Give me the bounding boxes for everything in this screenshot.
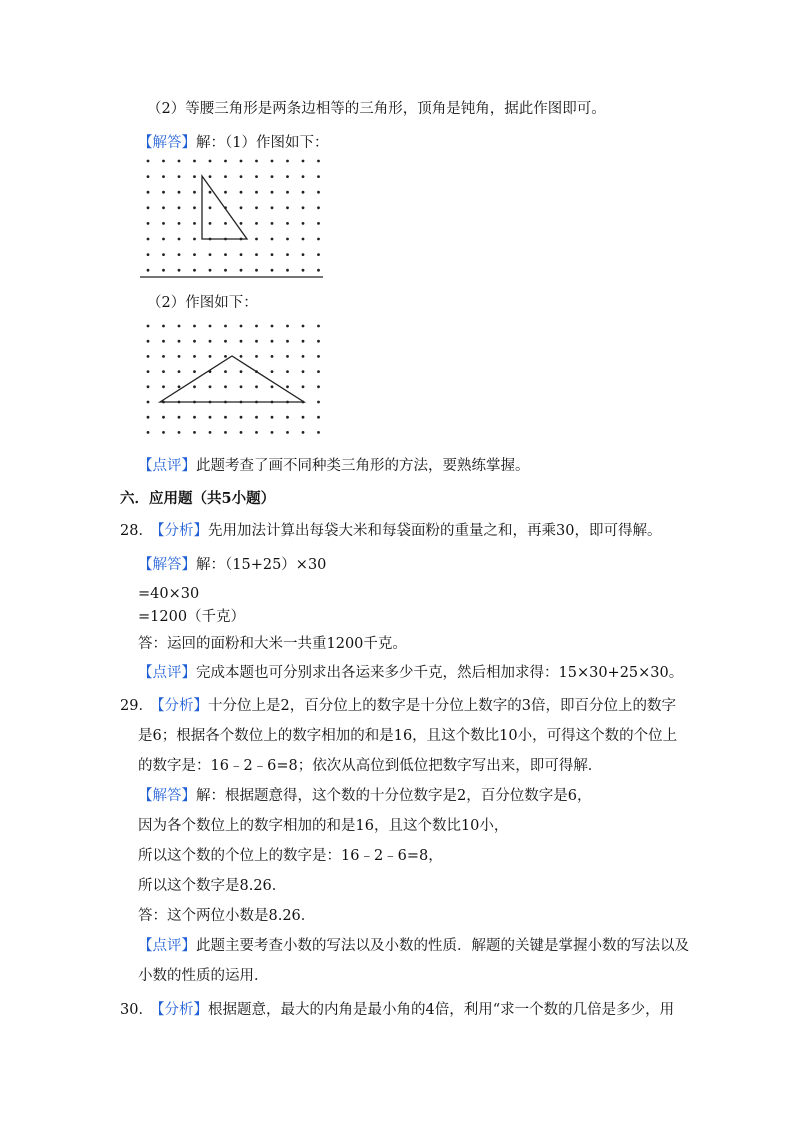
grid-dot [255,222,258,225]
answer-tag: 【解答】 [138,557,196,573]
grid-dot [178,325,181,328]
grid-dot [209,370,212,373]
grid-dot [209,355,212,358]
grid-dot [255,401,258,404]
grid-dot [255,431,258,434]
grid-dot [147,340,150,343]
grid-dot [317,385,320,388]
comment-27-text: 此题考查了画不同种类三角形的方法，要熟练掌握。 [196,458,530,474]
grid-dot [271,191,274,194]
q30-number: 30． [120,1002,153,1018]
grid-dot [271,206,274,209]
grid-dot [178,385,181,388]
grid-dot [240,238,243,241]
q29-answer-1-text: 解：根据题意得，这个数的十分位数字是2，百分位数字是6， [196,788,592,804]
analysis-tag: 【分析】 [150,523,208,539]
grid-dot [240,253,243,256]
grid-dot [209,238,212,241]
comment-tag: 【点评】 [138,665,196,681]
grid-dot [286,253,289,256]
grid-dot [224,206,227,209]
grid-dot [255,253,258,256]
q29-answer-4: 所以这个数字是8.26． [138,878,287,894]
grid-dot [286,401,289,404]
grid-dot [240,340,243,343]
analysis-tag: 【分析】 [150,1002,208,1018]
figure2-caption: （2）作图如下： [147,295,258,311]
grid-dot [147,253,150,256]
grid-dot [255,355,258,358]
comment-tag: 【点评】 [138,938,196,954]
grid-dot [302,370,305,373]
q28-comment [138,663,683,683]
q29-analysis-1-text: 十分位上是2，百分位上的数字是十分位上数字的3倍，即百分位上的数字 [208,698,676,714]
grid-dot [147,238,150,241]
grid-dot [193,160,196,163]
grid-dot [286,160,289,163]
grid-dot [224,253,227,256]
grid-dot [271,340,274,343]
grid-dot [271,431,274,434]
grid-dot [193,340,196,343]
grid-dot [240,370,243,373]
grid-dot [286,269,289,272]
grid-dot [193,325,196,328]
grid-dot [286,385,289,388]
grid-dot [178,269,181,272]
grid-dot [302,340,305,343]
grid-dot [302,401,305,404]
grid-dot [224,325,227,328]
grid-dot [193,416,196,419]
grid-dot [209,401,212,404]
grid-dot [271,253,274,256]
grid-dot [302,325,305,328]
grid-dot [302,222,305,225]
grid-dot [193,222,196,225]
grid-dot [317,160,320,163]
grid-dot [271,269,274,272]
grid-dot [286,325,289,328]
grid-dot [224,355,227,358]
grid-dot [255,238,258,241]
grid-dot [302,253,305,256]
grid-dot [317,325,320,328]
grid-dot [178,416,181,419]
q29-answer-1 [138,786,591,806]
grid-dot [209,431,212,434]
grid-dots [147,325,320,434]
grid-dot [162,206,165,209]
grid-dot [240,160,243,163]
grid-dot [178,160,181,163]
answer-intro [138,133,328,153]
q28-answer-1-text: 解：（15+25）×30 [196,557,327,573]
answer-tag: 【解答】 [138,788,196,804]
grid-dot [255,160,258,163]
grid-dot [147,191,150,194]
grid-dot [271,401,274,404]
grid-dot [147,206,150,209]
q28-analysis [120,521,661,541]
comment-27 [138,456,530,476]
grid-dot [255,416,258,419]
grid-dot [271,325,274,328]
grid-dot [147,160,150,163]
grid-dot [193,355,196,358]
grid-dot [286,175,289,178]
grid-dot [286,191,289,194]
grid-dot [209,175,212,178]
q29-analysis-1 [120,696,676,716]
grid-dot [224,238,227,241]
grid-dot [286,222,289,225]
grid-dot [162,191,165,194]
q29-analysis-3: 的数字是：16﹣2﹣6=8；依次从高位到低位把数字写出来，即可得解． [138,758,603,774]
right-triangle [202,176,247,239]
grid-dot [286,206,289,209]
grid-dot [240,385,243,388]
comment-tag: 【点评】 [138,458,196,474]
grid-dot [178,191,181,194]
grid-dot [271,238,274,241]
grid-dot [302,191,305,194]
q29-answer-5: 答：这个两位小数是8.26． [138,908,316,924]
grid-dot [302,355,305,358]
q28-comment-text: 完成本题也可分别求出各运来多少千克，然后相加求得：15×30+25×30。 [196,665,684,681]
grid-dot [302,385,305,388]
grid-dot [147,269,150,272]
grid-dot [209,222,212,225]
q28-answer-2: =40×30 [138,586,200,602]
grid-dot [286,416,289,419]
grid-dot [147,222,150,225]
grid-dot [147,370,150,373]
grid-dot [240,416,243,419]
grid-dot [255,206,258,209]
grid-dot [147,355,150,358]
grid-dot [317,191,320,194]
grid-dot [209,253,212,256]
grid-dot [302,175,305,178]
grid-dots [147,160,320,272]
grid-dot [178,431,181,434]
grid-dot [271,385,274,388]
grid-dot [224,340,227,343]
grid-dot [317,431,320,434]
grid-dot [271,416,274,419]
grid-dot [255,385,258,388]
grid-dot [147,431,150,434]
grid-dot [193,269,196,272]
grid-dot [286,431,289,434]
grid-dot [224,269,227,272]
grid-dot [162,238,165,241]
grid-dot [162,269,165,272]
grid-dot [224,160,227,163]
grid-dot [193,431,196,434]
grid-dot [224,222,227,225]
grid-dot [162,431,165,434]
isosceles-triangle [160,356,304,402]
grid-dot [224,385,227,388]
grid-dot [162,355,165,358]
grid-dot [162,253,165,256]
grid-dot [178,175,181,178]
answer-intro-text: 解：（1）作图如下： [196,135,329,151]
q29-answer-2: 因为各个数位上的数字相加的和是16，且这个数比10小， [138,818,509,834]
grid-dot [193,175,196,178]
grid-dot [255,175,258,178]
grid-dot [271,222,274,225]
grid-dot [178,253,181,256]
grid-dot [271,175,274,178]
grid-dot [193,238,196,241]
grid-dot [224,401,227,404]
q28-answer-4: 答：运回的面粉和大米一共重1200千克。 [138,636,407,652]
q28-number: 28． [120,523,153,539]
grid-dot [317,370,320,373]
q28-answer-1 [138,555,326,575]
grid-dot [317,269,320,272]
section-title: 六．应用题（共5小题） [120,490,276,507]
grid-dot [193,401,196,404]
grid-dot [240,401,243,404]
q28-answer-3: =1200（千克） [138,609,246,625]
grid-dot [317,401,320,404]
grid-dot [224,175,227,178]
grid-dot [147,325,150,328]
grid-dot [302,269,305,272]
grid-dot [162,222,165,225]
grid-dot [302,431,305,434]
grid-dot [193,385,196,388]
grid-dot [317,175,320,178]
q29-analysis-2: 是6；根据各个数位上的数字相加的和是16，且这个数比10小，可得这个数的个位上 [138,728,678,744]
grid-dot [209,191,212,194]
grid-dot [240,431,243,434]
grid-dot [162,340,165,343]
q29-number: 29． [120,698,153,714]
grid-dot [193,253,196,256]
grid-dot [286,355,289,358]
grid-dot [240,222,243,225]
grid-dot [178,222,181,225]
grid-dot [147,175,150,178]
q29-comment-1 [138,936,689,956]
grid-dot [209,160,212,163]
grid-dot [240,175,243,178]
grid-dot [209,340,212,343]
grid-dot [209,206,212,209]
grid-dot [271,160,274,163]
grid-dot [178,340,181,343]
grid-dot [209,416,212,419]
grid-dot [224,191,227,194]
grid-dot [147,416,150,419]
grid-dot [255,191,258,194]
grid-dot [317,206,320,209]
grid-dot [286,370,289,373]
grid-dot [302,160,305,163]
grid-dot [224,431,227,434]
q30-analysis-1 [120,1000,674,1020]
grid-dot [240,269,243,272]
grid-dot [317,253,320,256]
grid-dot [162,160,165,163]
grid-dot [193,191,196,194]
q29-comment-2: 小数的性质的运用． [138,968,269,984]
grid-dot [224,370,227,373]
grid-dot [240,325,243,328]
grid-dot [162,175,165,178]
grid-dot [209,385,212,388]
grid-dot [193,206,196,209]
grid-dot [317,238,320,241]
grid-dot [162,385,165,388]
grid-dot [178,370,181,373]
grid-dot [302,416,305,419]
grid-dot [162,370,165,373]
grid-dot [302,238,305,241]
grid-dot [271,355,274,358]
grid-dot [255,325,258,328]
answer-tag: 【解答】 [138,135,196,151]
grid-dot [147,385,150,388]
grid-dot [162,416,165,419]
q28-analysis-text: 先用加法计算出每袋大米和每袋面粉的重量之和，再乘30，即可得解。 [208,523,662,539]
grid-dot [178,355,181,358]
grid-dot [178,401,181,404]
q29-answer-3: 所以这个数的个位上的数字是：16﹣2﹣6=8， [138,848,443,864]
grid-dot [209,325,212,328]
grid-dot [224,416,227,419]
grid-dot [317,355,320,358]
grid-dot [317,222,320,225]
grid-dot [178,238,181,241]
q30-analysis-1-text: 根据题意，最大的内角是最小角的4倍，利用“求一个数的几倍是多少，用 [208,1002,675,1018]
grid-dot [286,238,289,241]
grid-dot [317,340,320,343]
grid-dot [209,269,212,272]
grid-dot [240,191,243,194]
grid-dot [193,370,196,373]
grid-dot [255,340,258,343]
grid-dot [255,269,258,272]
grid-dot [286,340,289,343]
grid-dot [162,401,165,404]
grid-dot [147,401,150,404]
grid-dot [178,206,181,209]
grid-dot [317,416,320,419]
grid-dot [271,370,274,373]
analysis-tag: 【分析】 [150,698,208,714]
grid-dot [240,355,243,358]
q29-comment-1-text: 此题主要考查小数的写法以及小数的性质．解题的关键是掌握小数的写法以及 [196,938,689,954]
grid-dot [255,370,258,373]
grid-dot [302,206,305,209]
grid-dot [162,325,165,328]
grid-dot [240,206,243,209]
analysis-2: （2）等腰三角形是两条边相等的三角形，顶角是钝角，据此作图即可。 [147,101,606,117]
